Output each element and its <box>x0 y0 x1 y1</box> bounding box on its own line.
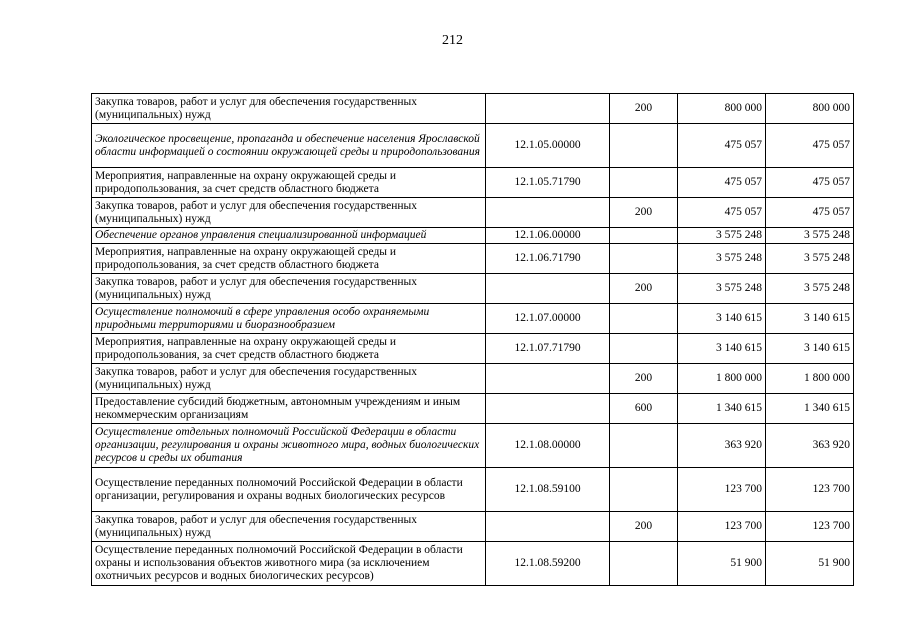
row-amount-2: 3 575 248 <box>766 244 854 274</box>
row-amount-2: 475 057 <box>766 124 854 168</box>
row-amount-2: 1 800 000 <box>766 364 854 394</box>
table-row <box>92 542 854 586</box>
row-amount-2: 475 057 <box>766 198 854 228</box>
row-code: 12.1.05.00000 <box>486 124 610 168</box>
row-amount-1: 3 575 248 <box>678 244 766 274</box>
row-description: Осуществление переданных полномочий Российской Федерации в области организации, регулирования и охраны водных биологических ресурсов <box>92 468 486 512</box>
row-description: Мероприятия, направленные на охрану окружающей среды и природопользования, за счет средств областного бюджета <box>92 244 486 274</box>
row-description: Обеспечение органов управления специализированной информацией <box>92 228 486 244</box>
row-expense-type: 200 <box>610 198 678 228</box>
row-amount-1: 1 800 000 <box>678 364 766 394</box>
row-amount-2: 123 700 <box>766 512 854 542</box>
row-amount-2: 363 920 <box>766 424 854 468</box>
row-code: 12.1.06.00000 <box>486 228 610 244</box>
row-expense-type <box>610 124 678 168</box>
row-description: Закупка товаров, работ и услуг для обеспечения государственных (муниципальных) нужд <box>92 198 486 228</box>
table-row <box>92 364 854 394</box>
budget-table <box>91 93 854 586</box>
budget-table-body <box>92 94 854 586</box>
table-row <box>92 274 854 304</box>
row-expense-type <box>610 468 678 512</box>
row-expense-type: 200 <box>610 274 678 304</box>
row-amount-2: 3 575 248 <box>766 274 854 304</box>
table-row <box>92 228 854 244</box>
table-row <box>92 394 854 424</box>
row-description: Экологическое просвещение, пропаганда и обеспечение населения Ярославской области информацией о состоянии окружающей среды и природопользования <box>92 124 486 168</box>
row-description: Закупка товаров, работ и услуг для обеспечения государственных (муниципальных) нужд <box>92 274 486 304</box>
row-code <box>486 274 610 304</box>
row-code: 12.1.05.71790 <box>486 168 610 198</box>
row-amount-1: 1 340 615 <box>678 394 766 424</box>
row-code: 12.1.07.00000 <box>486 304 610 334</box>
row-amount-1: 51 900 <box>678 542 766 586</box>
row-amount-1: 123 700 <box>678 512 766 542</box>
row-expense-type <box>610 304 678 334</box>
row-amount-1: 3 575 248 <box>678 228 766 244</box>
row-code: 12.1.08.00000 <box>486 424 610 468</box>
table-row <box>92 304 854 334</box>
row-amount-2: 51 900 <box>766 542 854 586</box>
table-row <box>92 512 854 542</box>
row-expense-type: 600 <box>610 394 678 424</box>
row-amount-2: 800 000 <box>766 94 854 124</box>
row-code <box>486 94 610 124</box>
page-number: 212 <box>442 33 463 48</box>
row-code: 12.1.08.59100 <box>486 468 610 512</box>
row-expense-type <box>610 168 678 198</box>
table-row <box>92 424 854 468</box>
row-code <box>486 198 610 228</box>
row-expense-type <box>610 228 678 244</box>
table-row <box>92 468 854 512</box>
table-row <box>92 198 854 228</box>
row-amount-1: 3 140 615 <box>678 304 766 334</box>
row-amount-1: 3 575 248 <box>678 274 766 304</box>
row-amount-2: 3 140 615 <box>766 304 854 334</box>
table-row <box>92 94 854 124</box>
row-expense-type <box>610 542 678 586</box>
row-amount-2: 3 140 615 <box>766 334 854 364</box>
row-amount-2: 475 057 <box>766 168 854 198</box>
row-expense-type <box>610 424 678 468</box>
row-expense-type: 200 <box>610 512 678 542</box>
table-row <box>92 168 854 198</box>
row-description: Закупка товаров, работ и услуг для обеспечения государственных (муниципальных) нужд <box>92 364 486 394</box>
row-description: Закупка товаров, работ и услуг для обеспечения государственных (муниципальных) нужд <box>92 94 486 124</box>
row-amount-1: 475 057 <box>678 168 766 198</box>
row-description: Предоставление субсидий бюджетным, автономным учреждениям и иным некоммерческим организациям <box>92 394 486 424</box>
row-expense-type <box>610 334 678 364</box>
row-expense-type <box>610 244 678 274</box>
row-amount-2: 3 575 248 <box>766 228 854 244</box>
row-amount-1: 363 920 <box>678 424 766 468</box>
row-amount-1: 3 140 615 <box>678 334 766 364</box>
row-amount-1: 800 000 <box>678 94 766 124</box>
row-code: 12.1.06.71790 <box>486 244 610 274</box>
row-description: Мероприятия, направленные на охрану окружающей среды и природопользования, за счет средств областного бюджета <box>92 168 486 198</box>
row-amount-1: 475 057 <box>678 198 766 228</box>
row-description: Мероприятия, направленные на охрану окружающей среды и природопользования, за счет средств областного бюджета <box>92 334 486 364</box>
row-expense-type: 200 <box>610 94 678 124</box>
table-row <box>92 244 854 274</box>
table-row <box>92 334 854 364</box>
row-description: Осуществление отдельных полномочий Российской Федерации в области организации, регулирования и охраны животного мира, водных биологических ресурсов и среды их обитания <box>92 424 486 468</box>
row-description: Закупка товаров, работ и услуг для обеспечения государственных (муниципальных) нужд <box>92 512 486 542</box>
row-amount-2: 123 700 <box>766 468 854 512</box>
row-amount-1: 475 057 <box>678 124 766 168</box>
row-code <box>486 364 610 394</box>
row-code: 12.1.08.59200 <box>486 542 610 586</box>
row-description: Осуществление переданных полномочий Российской Федерации в области охраны и использования объектов животного мира (за исключением охотничьих ресурсов и водных биологических ресурсов) <box>92 542 486 586</box>
row-expense-type: 200 <box>610 364 678 394</box>
row-amount-2: 1 340 615 <box>766 394 854 424</box>
row-description: Осуществление полномочий в сфере управления особо охраняемыми природными территориями и биоразнообразием <box>92 304 486 334</box>
row-code <box>486 512 610 542</box>
row-code <box>486 394 610 424</box>
row-amount-1: 123 700 <box>678 468 766 512</box>
row-code: 12.1.07.71790 <box>486 334 610 364</box>
table-row <box>92 124 854 168</box>
